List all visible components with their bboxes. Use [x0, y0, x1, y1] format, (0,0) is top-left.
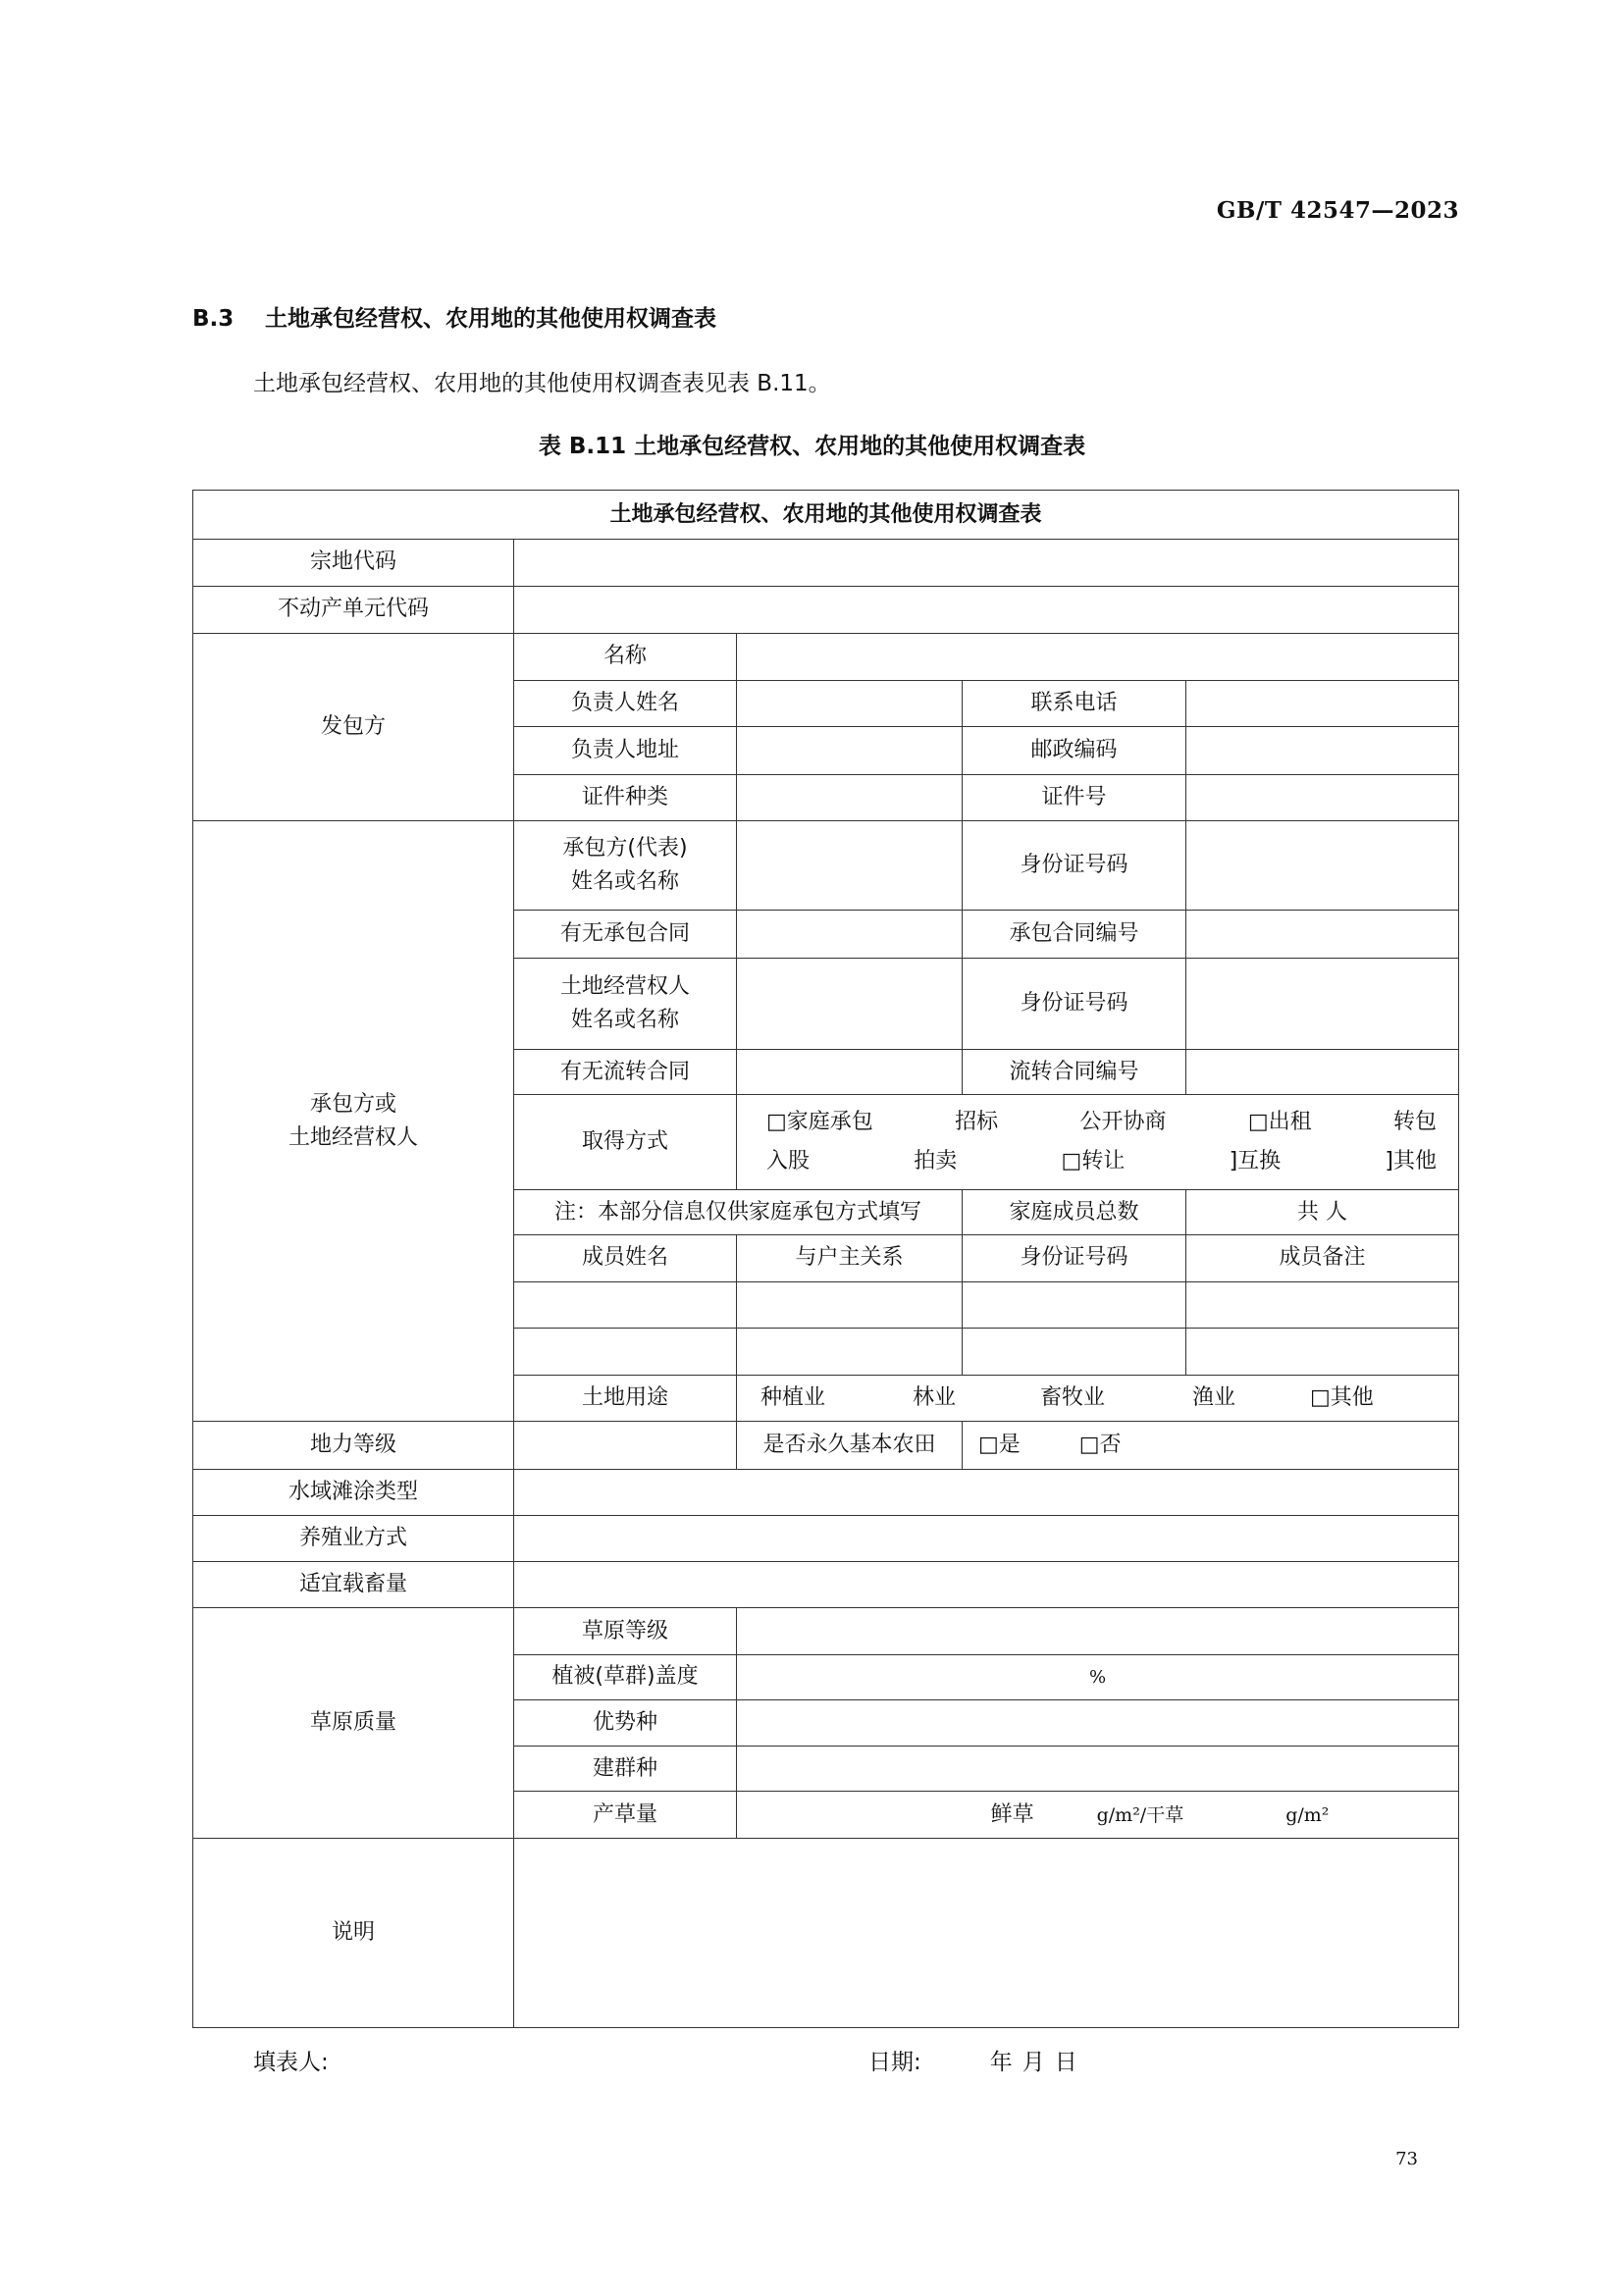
section-heading	[192, 300, 716, 333]
land-use-options-list	[741, 1382, 1454, 1415]
grassland-grade-field[interactable]	[737, 1608, 1459, 1654]
transfer-no-label: 流转合同编号	[963, 1050, 1186, 1095]
member-id-header: 身份证号码	[963, 1235, 1186, 1281]
cert-type-field[interactable]	[737, 774, 963, 820]
manager-name-label: 负责人姓名	[514, 681, 737, 727]
grass-yield-label: 产草量	[514, 1792, 737, 1838]
rep-name-line1: 承包方(代表)	[562, 836, 688, 861]
acquire-option[interactable]: 公开协商	[1079, 1110, 1167, 1135]
constructive-species-label: 建群种	[514, 1747, 737, 1792]
family-note: 注：本部分信息仅供家庭承包方式填写	[514, 1190, 963, 1235]
table-caption: 表 B.11 土地承包经营权、农用地的其他使用权调查表	[538, 434, 1086, 459]
page-number: 73	[1395, 2149, 1418, 2169]
survey-table	[192, 490, 1459, 2028]
manager-name-field[interactable]	[737, 681, 963, 727]
acquire-option[interactable]: □家庭承包	[766, 1110, 873, 1135]
operator-name-label	[514, 958, 737, 1050]
has-transfer-field[interactable]	[737, 1050, 963, 1095]
issuer-name-label: 名称	[514, 633, 737, 680]
grassland-grade-label: 草原等级	[514, 1608, 737, 1654]
coverage-field[interactable]	[737, 1654, 1459, 1699]
remarks-field[interactable]	[514, 1838, 1459, 2027]
cert-no-field[interactable]	[1186, 774, 1459, 820]
manager-address-label: 负责人地址	[514, 727, 737, 774]
member-remark-cell[interactable]	[1186, 1328, 1459, 1375]
operator-name-field[interactable]	[737, 958, 963, 1050]
fertility-label: 地力等级	[193, 1422, 514, 1469]
grass-yield-field[interactable]	[737, 1792, 1459, 1838]
rep-name-field[interactable]	[737, 820, 963, 911]
operator-id-label: 身份证号码	[963, 958, 1186, 1050]
acquire-option[interactable]: ]其他	[1385, 1149, 1438, 1174]
has-contract-field[interactable]	[737, 911, 963, 958]
contractor-label-line1: 承包方或	[309, 1091, 396, 1117]
carrying-capacity-label: 适宜载畜量	[193, 1562, 514, 1608]
member-name-header: 成员姓名	[514, 1235, 737, 1281]
contractor-label-line2: 土地经营权人	[288, 1124, 418, 1150]
contract-no-label: 承包合同编号	[963, 911, 1186, 958]
family-total-field[interactable]: 共 人	[1186, 1190, 1459, 1235]
issuer-name-field[interactable]	[737, 633, 1459, 680]
contractor-label	[193, 820, 514, 1421]
postcode-label: 邮政编码	[963, 727, 1186, 774]
farming-method-field[interactable]	[514, 1515, 1459, 1561]
member-id-cell[interactable]	[963, 1281, 1186, 1328]
member-name-cell[interactable]	[514, 1328, 737, 1375]
cert-no-label: 证件号	[963, 774, 1186, 820]
water-type-label: 水域滩涂类型	[193, 1469, 514, 1515]
realestate-code-label: 不动产单元代码	[193, 586, 514, 633]
issuer-label: 发包方	[193, 633, 514, 820]
land-use-option[interactable]: 林业	[913, 1385, 957, 1411]
basic-farmland-options	[963, 1422, 1459, 1469]
dominant-species-field[interactable]	[737, 1699, 1459, 1746]
grassland-label: 草原质量	[193, 1608, 514, 1838]
fresh-dry-unit: g/m²/干草	[1096, 1803, 1184, 1826]
member-relation-cell[interactable]	[737, 1328, 963, 1375]
date-year: 年	[989, 2050, 1013, 2075]
acquire-option[interactable]: □出租	[1247, 1110, 1312, 1135]
family-total-label: 家庭成员总数	[963, 1190, 1186, 1235]
realestate-code-field[interactable]	[514, 586, 1459, 633]
section-title: 土地承包经营权、农用地的其他使用权调查表	[265, 306, 716, 332]
date-month: 月	[1022, 2050, 1045, 2075]
section-number: B.3	[192, 306, 235, 332]
phone-label: 联系电话	[963, 681, 1186, 727]
rep-name-line2: 姓名或名称	[570, 869, 679, 895]
land-use-option[interactable]: 畜牧业	[1040, 1385, 1106, 1411]
carrying-capacity-field[interactable]	[514, 1562, 1459, 1608]
has-contract-label: 有无承包合同	[514, 911, 737, 958]
coverage-label: 植被(草群)盖度	[514, 1654, 737, 1699]
land-use-option[interactable]: 种植业	[760, 1385, 826, 1411]
basic-farmland-yes[interactable]: □是	[978, 1432, 1021, 1457]
farming-method-label: 养殖业方式	[193, 1515, 514, 1561]
rep-id-label: 身份证号码	[963, 820, 1186, 911]
parcel-code-label: 宗地代码	[193, 540, 514, 586]
acquire-option[interactable]: ]互换	[1229, 1149, 1282, 1174]
constructive-species-field[interactable]	[737, 1747, 1459, 1792]
parcel-code-field[interactable]	[514, 540, 1459, 586]
intro-paragraph: 土地承包经营权、农用地的其他使用权调查表见表 B.11。	[253, 371, 831, 396]
land-use-label: 土地用途	[514, 1376, 737, 1422]
acquire-option[interactable]: 招标	[955, 1110, 999, 1135]
land-use-option[interactable]: 渔业	[1192, 1385, 1236, 1411]
member-remark-header: 成员备注	[1186, 1235, 1459, 1281]
member-relation-cell[interactable]	[737, 1281, 963, 1328]
member-remark-cell[interactable]	[1186, 1281, 1459, 1328]
rep-id-field[interactable]	[1186, 820, 1459, 911]
operator-id-field[interactable]	[1186, 958, 1459, 1050]
transfer-no-field[interactable]	[1186, 1050, 1459, 1095]
cert-type-label: 证件种类	[514, 774, 737, 820]
operator-name-line1: 土地经营权人	[559, 973, 690, 999]
land-use-options	[737, 1376, 1459, 1422]
fertility-field[interactable]	[514, 1422, 737, 1469]
basic-farmland-no[interactable]: □否	[1078, 1432, 1122, 1457]
rep-name-label	[514, 820, 737, 911]
dominant-species-label: 优势种	[514, 1699, 737, 1746]
dry-unit: g/m²	[1285, 1803, 1330, 1826]
date-day: 日	[1054, 2050, 1077, 2075]
acquire-option[interactable]: 拍卖	[914, 1149, 958, 1174]
standard-number: GB/T 42547—2023	[1216, 197, 1459, 224]
member-name-cell[interactable]	[514, 1281, 737, 1328]
member-id-cell[interactable]	[963, 1328, 1186, 1375]
acquire-option[interactable]: 入股	[766, 1149, 811, 1174]
member-relation-header: 与户主关系	[737, 1235, 963, 1281]
acquire-options	[737, 1095, 1459, 1190]
acquire-options-list	[741, 1103, 1454, 1181]
basic-farmland-label: 是否永久基本农田	[737, 1422, 963, 1469]
acquire-label: 取得方式	[514, 1095, 737, 1190]
land-use-option[interactable]: □其他	[1310, 1385, 1374, 1411]
water-type-field[interactable]	[514, 1469, 1459, 1515]
manager-address-field[interactable]	[737, 727, 963, 774]
acquire-option[interactable]: □转让	[1061, 1149, 1126, 1174]
has-transfer-label: 有无流转合同	[514, 1050, 737, 1095]
form-title: 土地承包经营权、农用地的其他使用权调查表	[193, 491, 1459, 540]
date-line	[868, 2044, 1087, 2076]
operator-name-line2: 姓名或名称	[570, 1007, 679, 1032]
filler-label: 填表人:	[253, 2050, 329, 2075]
remarks-label: 说明	[193, 1838, 514, 2027]
date-label: 日期:	[868, 2050, 921, 2075]
postcode-field[interactable]	[1186, 727, 1459, 774]
contract-no-field[interactable]	[1186, 911, 1459, 958]
coverage-unit: %	[1088, 1666, 1107, 1688]
fresh-grass-label: 鲜草	[990, 1801, 1034, 1827]
acquire-option[interactable]: 转包	[1393, 1110, 1438, 1135]
phone-field[interactable]	[1186, 681, 1459, 727]
